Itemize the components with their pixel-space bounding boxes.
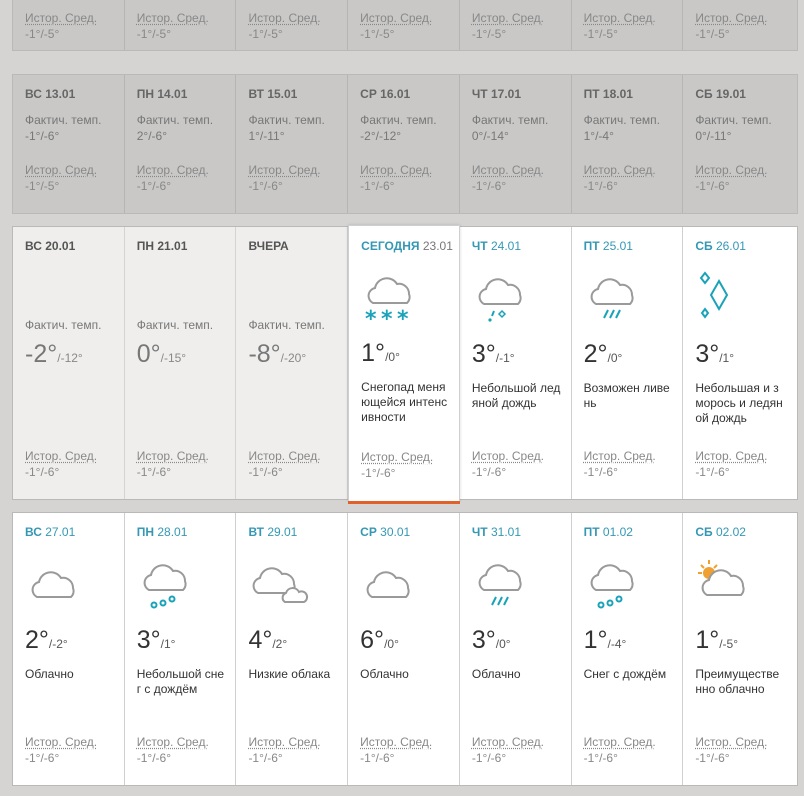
fact-value: -2°/-12° <box>360 129 402 143</box>
hist-value: -1°/-6° <box>136 751 171 765</box>
day-name: ВТ 29.01 <box>248 525 298 539</box>
cloud-ice-rain-icon <box>472 275 532 330</box>
fact-label: Фактич. темп. <box>248 113 325 127</box>
hist-value: -1°/-5° <box>360 27 395 41</box>
day-name: ЧТ 17.01 <box>471 87 522 101</box>
hist-label[interactable]: Истор. Сред. <box>695 163 768 177</box>
hist-label[interactable]: Истор. Сред. <box>25 163 98 177</box>
hist-label[interactable]: Истор. Сред. <box>471 735 544 749</box>
hist-value: -1°/-6° <box>695 179 730 193</box>
hist-value: -1°/-6° <box>361 466 396 480</box>
day-cell[interactable] <box>572 75 684 213</box>
svg-text:*: * <box>381 307 393 328</box>
hist-value: -1°/-6° <box>695 465 730 479</box>
hist-value: -1°/-6° <box>360 179 395 193</box>
fact-value: 1°/-4° <box>583 129 614 143</box>
weather-desc: Снег с дождём <box>583 667 667 681</box>
top-week-strip <box>12 0 798 51</box>
svg-text:*: * <box>397 307 409 328</box>
day-cell[interactable] <box>236 75 348 213</box>
day-name: ПН 28.01 <box>136 525 188 539</box>
fact-label: Фактич. темп. <box>136 318 214 332</box>
day-cell[interactable] <box>13 75 125 213</box>
hist-label[interactable]: Истор. Сред. <box>695 735 768 749</box>
fact-label: Фактич. темп. <box>583 113 661 127</box>
current-week-row <box>12 226 798 500</box>
hist-label[interactable]: Истор. Сред. <box>583 735 656 749</box>
hist-value: -1°/-5° <box>25 27 60 41</box>
hist-value: -1°/-6° <box>25 465 60 479</box>
weather-desc: Преимущественно облачно <box>695 667 780 696</box>
temp-value: 4°/2° <box>248 626 288 654</box>
day-cell[interactable] <box>572 227 684 499</box>
hist-value: -1°/-6° <box>471 465 507 479</box>
day-cell[interactable] <box>13 0 125 50</box>
hist-label[interactable]: Истор. Сред. <box>360 11 433 25</box>
day-name: СЕГОДНЯ 23.01 <box>361 239 453 253</box>
hist-label[interactable]: Истор. Сред. <box>248 735 321 749</box>
day-cell[interactable] <box>460 0 572 50</box>
cloud-rain-icon <box>584 275 644 330</box>
today-indicator <box>348 501 460 504</box>
hist-value: -1°/-6° <box>583 465 618 479</box>
day-cell[interactable] <box>13 227 125 499</box>
fact-label: Фактич. темп. <box>25 318 102 332</box>
fact-label: Фактич. темп. <box>136 113 214 127</box>
temp-value: 3°/1° <box>136 626 176 654</box>
day-cell[interactable] <box>683 0 797 50</box>
fact-temp: -8°/-20° <box>248 340 307 368</box>
hist-value: -1°/-6° <box>583 179 618 193</box>
low-clouds-icon <box>248 563 312 612</box>
weather-desc: Небольшая и зморось и ледяной дождь <box>695 381 783 425</box>
day-name: ПТ 25.01 <box>583 239 633 253</box>
weather-desc: Облачно <box>360 667 409 681</box>
day-cell[interactable] <box>125 227 237 499</box>
day-name: СБ 26.01 <box>695 239 746 253</box>
hist-label[interactable]: Истор. Сред. <box>136 449 209 463</box>
temp-value: 2°/0° <box>583 340 623 368</box>
hist-value: -1°/-6° <box>248 751 283 765</box>
day-cell[interactable] <box>236 227 348 499</box>
day-cell[interactable] <box>683 227 797 499</box>
day-name: СБ 02.02 <box>695 525 746 539</box>
weather-desc: Небольшой снег с дождём <box>136 667 225 696</box>
day-cell[interactable] <box>125 0 237 50</box>
past-week-row <box>12 74 798 214</box>
hist-label[interactable]: Истор. Сред. <box>25 11 98 25</box>
hist-value: -1°/-6° <box>25 751 60 765</box>
day-name: ПТ 01.02 <box>583 525 633 539</box>
hist-label[interactable]: Истор. Сред. <box>25 449 98 463</box>
temp-value: 3°/1° <box>695 340 735 368</box>
hist-value: -1°/-5° <box>248 27 283 41</box>
hist-value: -1°/-5° <box>136 27 171 41</box>
hist-label[interactable]: Истор. Сред. <box>248 163 321 177</box>
fact-temp: 0°/-15° <box>136 340 187 368</box>
day-cell[interactable] <box>125 513 237 785</box>
hist-label[interactable]: Истор. Сред. <box>695 11 768 25</box>
hist-value: -1°/-6° <box>695 751 730 765</box>
hist-label[interactable]: Истор. Сред. <box>583 11 656 25</box>
day-cell[interactable] <box>348 0 460 50</box>
day-cell[interactable] <box>125 75 237 213</box>
fact-value: 0°/-14° <box>471 129 509 143</box>
hist-label[interactable]: Истор. Сред. <box>248 11 321 25</box>
weather-desc: Небольшой ледяной дождь <box>471 381 561 410</box>
day-name: ВТ 15.01 <box>248 87 298 101</box>
hist-value: -1°/-5° <box>695 27 730 41</box>
fact-label: Фактич. темп. <box>25 113 102 127</box>
day-cell[interactable] <box>572 0 684 50</box>
hist-label[interactable]: Истор. Сред. <box>248 449 321 463</box>
weather-desc: Снегопад меняющейся интенсивности <box>361 380 448 424</box>
hist-label[interactable]: Истор. Сред. <box>25 735 98 749</box>
day-name: ПТ 18.01 <box>583 87 633 101</box>
fact-label: Фактич. темп. <box>695 113 772 127</box>
weather-desc: Низкие облака <box>248 667 331 681</box>
day-name: ВЧЕРА <box>248 239 289 253</box>
day-cell[interactable] <box>460 513 572 785</box>
hist-label[interactable]: Истор. Сред. <box>471 163 544 177</box>
temp-value: 2°/-2° <box>25 626 68 654</box>
temp-value: 1°/0° <box>361 339 400 367</box>
day-cell[interactable] <box>572 513 684 785</box>
hist-label[interactable]: Истор. Сред. <box>360 163 433 177</box>
today-cell[interactable] <box>348 225 460 501</box>
day-cell[interactable] <box>683 513 797 785</box>
day-name: СР 16.01 <box>360 87 411 101</box>
fact-value: 2°/-6° <box>136 129 167 143</box>
day-cell[interactable] <box>13 513 125 785</box>
day-name: ПН 21.01 <box>136 239 188 253</box>
fact-temp: -2°/-12° <box>25 340 83 368</box>
cloud-snow-icon <box>361 272 421 333</box>
temp-value: 3°/-1° <box>471 340 515 368</box>
cloud-icon <box>360 565 420 610</box>
hist-label[interactable]: Истор. Сред. <box>471 11 544 25</box>
hist-value: -1°/-6° <box>136 465 171 479</box>
day-name: СР 30.01 <box>360 525 411 539</box>
weather-desc: Возможен ливень <box>583 381 670 410</box>
hist-label[interactable]: Истор. Сред. <box>136 11 209 25</box>
fact-label: Фактич. темп. <box>471 113 549 127</box>
hist-value: -1°/-6° <box>471 179 507 193</box>
day-name: ЧТ 31.01 <box>471 525 522 539</box>
weather-desc: Облачно <box>471 667 521 681</box>
cloud-sleet-icon <box>137 561 197 620</box>
day-name: ПН 14.01 <box>136 87 188 101</box>
fact-label: Фактич. темп. <box>248 318 325 332</box>
hist-label[interactable]: Истор. Сред. <box>360 735 433 749</box>
hist-value: -1°/-6° <box>360 751 395 765</box>
day-cell[interactable] <box>460 75 572 213</box>
day-cell[interactable] <box>236 0 348 50</box>
cloud-sleet-icon <box>584 561 644 620</box>
day-cell[interactable] <box>348 513 460 785</box>
weather-desc: Облачно <box>25 667 74 681</box>
day-cell[interactable] <box>236 513 348 785</box>
ice-drizzle-icon <box>695 269 755 328</box>
day-cell[interactable] <box>348 75 460 213</box>
fact-value: 0°/-11° <box>695 129 732 143</box>
hist-label[interactable]: Истор. Сред. <box>583 449 656 463</box>
hist-label[interactable]: Истор. Сред. <box>695 449 768 463</box>
hist-value: -1°/-6° <box>471 751 507 765</box>
hist-value: -1°/-5° <box>25 179 60 193</box>
cloud-rain-icon <box>472 561 532 616</box>
fact-value: -1°/-6° <box>25 129 60 143</box>
fact-value: 1°/-11° <box>248 129 285 143</box>
cloud-icon <box>25 565 85 610</box>
day-name: СБ 19.01 <box>695 87 746 101</box>
temp-value: 1°/-5° <box>695 626 739 654</box>
hist-value: -1°/-6° <box>248 179 283 193</box>
hist-value: -1°/-6° <box>583 751 618 765</box>
svg-text:*: * <box>365 307 377 328</box>
hist-label[interactable]: Истор. Сред. <box>136 163 209 177</box>
partly-cloudy-icon <box>695 557 759 610</box>
fact-label: Фактич. темп. <box>360 113 437 127</box>
day-name: ЧТ 24.01 <box>471 239 522 253</box>
hist-label[interactable]: Истор. Сред. <box>471 449 544 463</box>
hist-value: -1°/-6° <box>136 179 171 193</box>
day-name: ВС 20.01 <box>25 239 76 253</box>
day-cell[interactable] <box>460 227 572 499</box>
day-name: ВС 13.01 <box>25 87 76 101</box>
day-cell[interactable] <box>683 75 797 213</box>
temp-value: 1°/-4° <box>583 626 627 654</box>
hist-label[interactable]: Истор. Сред. <box>583 163 656 177</box>
day-name: ВС 27.01 <box>25 525 76 539</box>
hist-value: -1°/-6° <box>248 465 283 479</box>
next-week-row <box>12 512 798 786</box>
hist-label[interactable]: Истор. Сред. <box>136 735 209 749</box>
hist-value: -1°/-5° <box>471 27 507 41</box>
temp-value: 3°/0° <box>471 626 511 654</box>
temp-value: 6°/0° <box>360 626 399 654</box>
hist-value: -1°/-5° <box>583 27 618 41</box>
hist-label[interactable]: Истор. Сред. <box>361 450 434 464</box>
